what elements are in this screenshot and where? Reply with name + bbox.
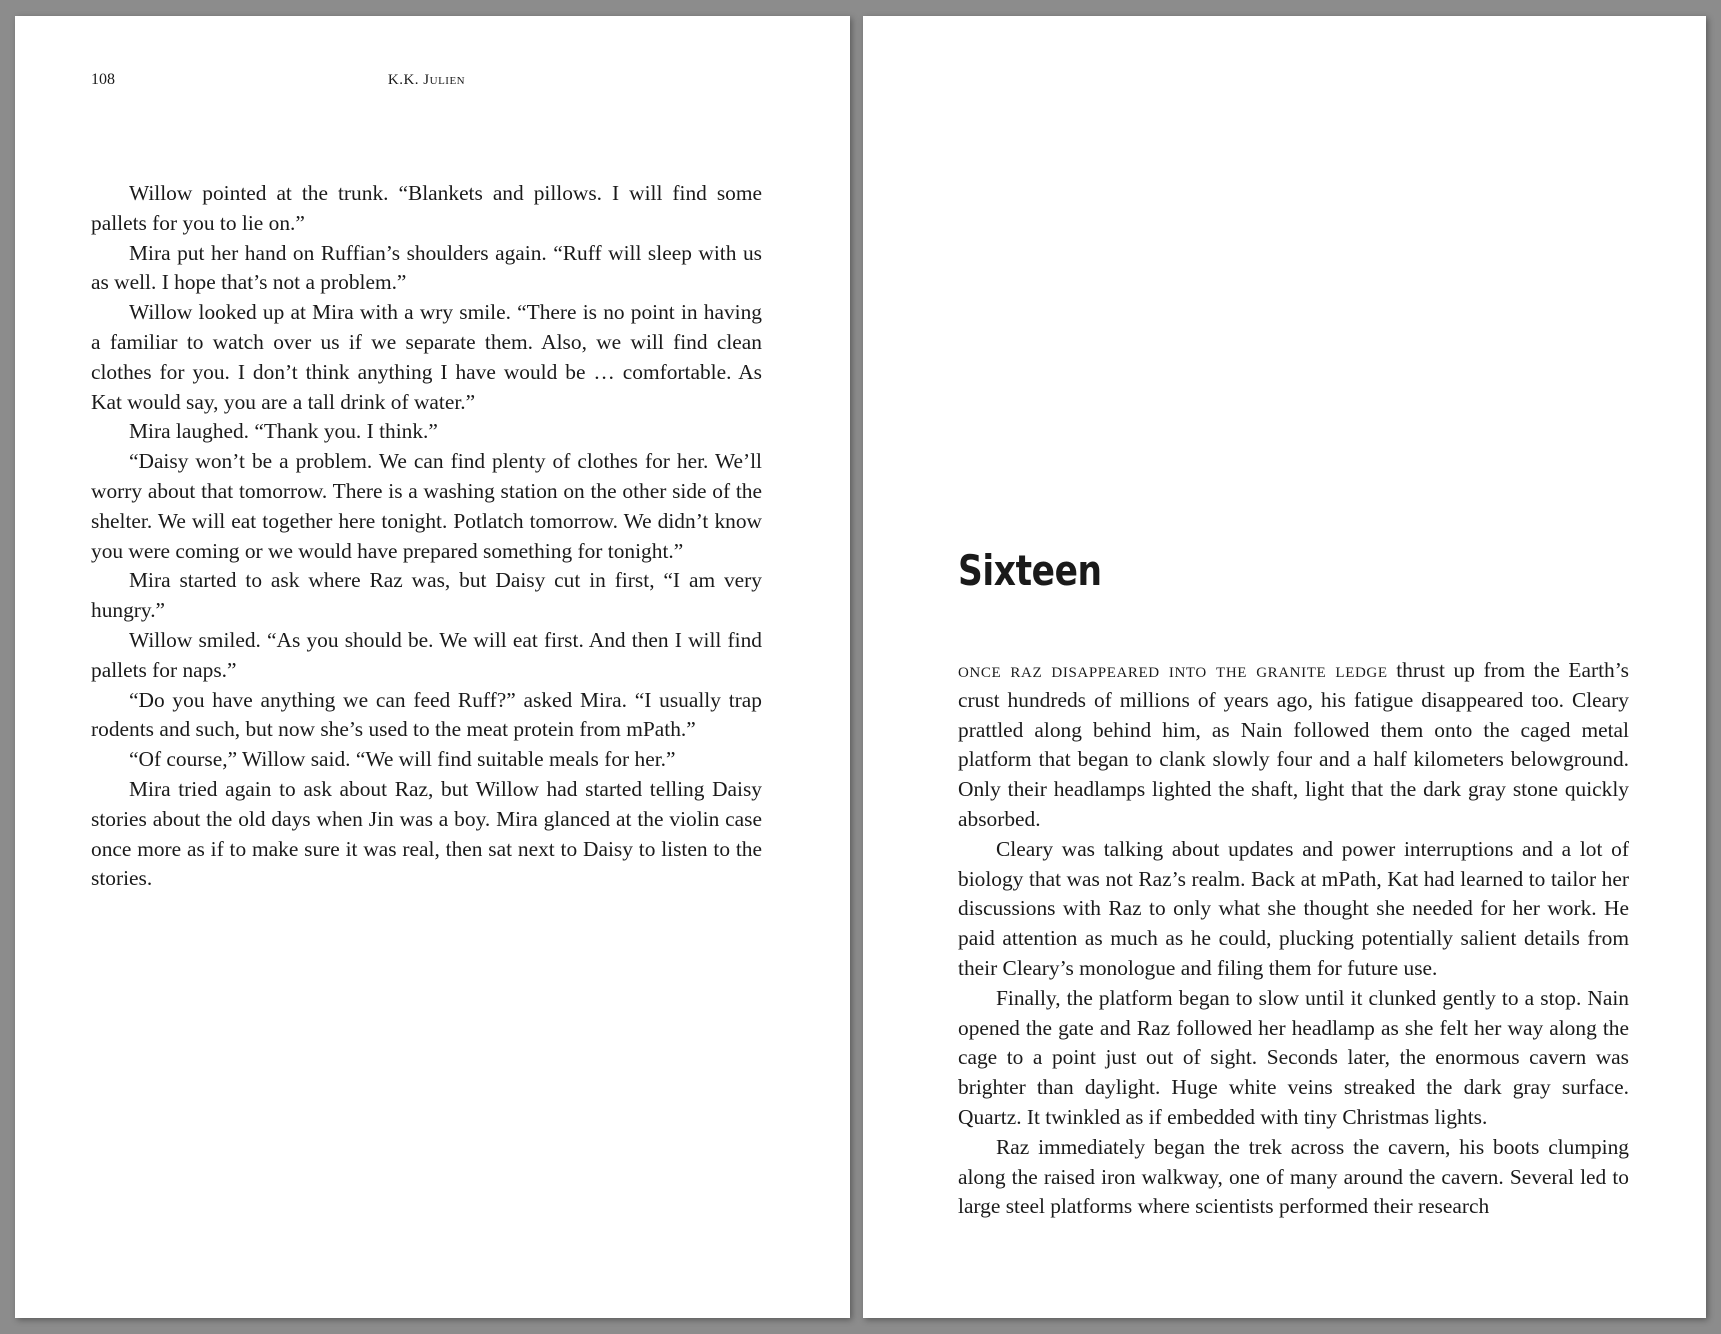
- paragraph: Finally, the platform began to slow until it clunked gently to a stop. Nain opened the gate and Raz followed her headlamp as she felt her way along the cage to a point just out of sight. Seconds later, the enormous cavern was brighter than daylight. Huge white veins streaked the dark gray surface. Quartz. It twinkled as if embedded with tiny Christmas lights.: [958, 985, 1629, 1129]
- paragraph: Willow smiled. “As you should be. We will eat first. And then I will find pallets for naps.”: [91, 627, 762, 682]
- chapter-title: Sixteen: [958, 546, 1102, 595]
- opening-smallcaps: once raz disappeared into the granite ledge: [958, 658, 1388, 682]
- paragraph: “Of course,” Willow said. “We will find suitable meals for her.”: [129, 747, 676, 772]
- right-page-body: [958, 656, 1629, 1222]
- opening-paragraph: [958, 656, 1629, 835]
- left-page-body: [91, 179, 762, 894]
- opening-text: thrust up from the Earth’s crust hundreds of millions of years ago, his fatigue disappeared too. Cleary prattled along behind him, as Nain followed them onto the caged metal platform that began to clank slowly four and a half kilometers belowground. Only their headlamps lighted the shaft, light that the dark gray stone quickly absorbed.: [958, 658, 1629, 831]
- right-page: [863, 16, 1706, 1318]
- running-head-author: K.K. Julien: [387, 72, 466, 88]
- page-number: 108: [91, 71, 115, 88]
- paragraph: Willow looked up at Mira with a wry smile. “There is no point in having a familiar to watch over us if we separate them. Also, we will find clean clothes for you. I don’t think anything I have would be … comfortable. As Kat would say, you are a tall drink of water.”: [91, 300, 762, 414]
- paragraph: Raz immediately began the trek across the cavern, his boots clumping along the raised iron walkway, one of many around the cavern. Several led to large steel platforms where scientists performed their research: [958, 1134, 1629, 1219]
- paragraph: Mira put her hand on Ruffian’s shoulders again. “Ruff will sleep with us as well. I hope that’s not a problem.”: [91, 240, 762, 295]
- paragraph: Mira tried again to ask about Raz, but Willow had started telling Daisy stories about the old days when Jin was a boy. Mira glanced at the violin case once more as if to make sure it was real, then sat next to Daisy to listen to the stories.: [91, 776, 762, 891]
- paragraph: Mira started to ask where Raz was, but Daisy cut in first, “I am very hungry.”: [91, 568, 762, 623]
- paragraph: Mira laughed. “Thank you. I think.”: [129, 419, 438, 444]
- paragraph: Willow pointed at the trunk. “Blankets and pillows. I will find some pallets for you to lie on.”: [91, 181, 762, 235]
- paragraph: “Daisy won’t be a problem. We can find plenty of clothes for her. We’ll worry about that tomorrow. There is a washing station on the other side of the shelter. We will eat together here tonight. Potlatch tomorrow. We didn’t know you were coming or we would have prepared something for tonight.”: [91, 449, 762, 563]
- paragraph: “Do you have anything we can feed Ruff?” asked Mira. “I usually trap rodents and such, but now she’s used to the meat protein from mPath.”: [91, 687, 762, 742]
- left-page: [15, 16, 850, 1318]
- paragraph: Cleary was talking about updates and power interruptions and a lot of biology that was not Raz’s realm. Back at mPath, Kat had learned to tailor her discussions with Raz to only what she thought she needed for her work. He paid attention as much as he could, plucking potentially salient details from their Cleary’s monologue and filing them for future use.: [958, 836, 1629, 980]
